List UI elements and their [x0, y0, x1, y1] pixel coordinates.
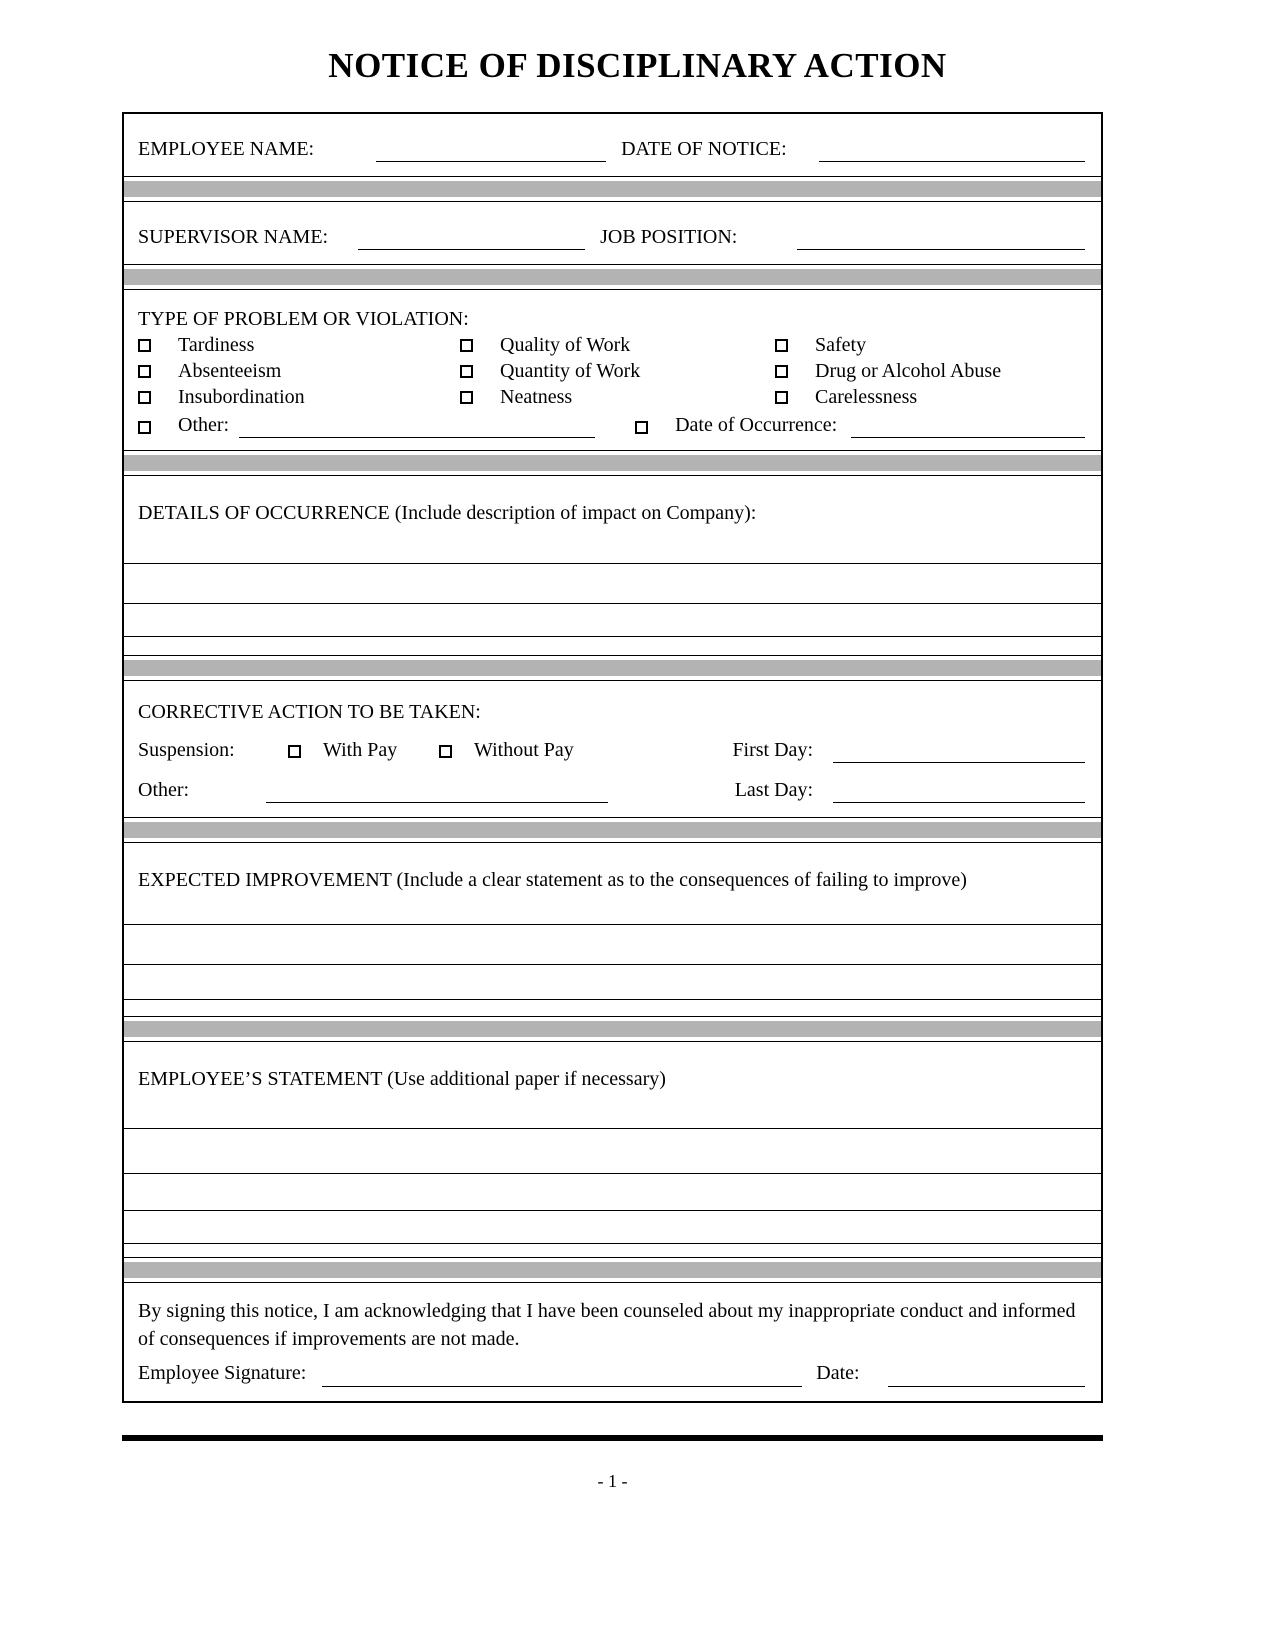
carelessness-label: Carelessness [815, 386, 918, 408]
document-page [0, 46, 1275, 1650]
quality-of-work-checkbox[interactable] [460, 339, 473, 352]
violation-row [124, 384, 1101, 410]
disciplinary-form [122, 112, 1103, 1403]
employee-statement-section [124, 1042, 1101, 1257]
suspension-row [124, 737, 1101, 763]
gray-bar [124, 822, 1101, 838]
expected-improvement-heading: EXPECTED IMPROVEMENT (Include a clear statement as to the consequences of failing to improve) [124, 843, 1101, 925]
quantity-of-work-checkbox[interactable] [460, 365, 473, 378]
corrective-other-label: Other: [138, 779, 190, 801]
quantity-of-work-label: Quantity of Work [500, 360, 641, 382]
improvement-writing-line[interactable] [124, 925, 1101, 965]
corrective-action-heading: CORRECTIVE ACTION TO BE TAKEN: [138, 701, 481, 723]
tardiness-checkbox[interactable] [138, 339, 151, 352]
violation-section [124, 290, 1101, 450]
statement-writing-line[interactable] [124, 1129, 1101, 1174]
date-of-occurrence-checkbox[interactable] [635, 421, 648, 434]
date-of-notice-label: DATE OF NOTICE: [621, 138, 787, 160]
neatness-label: Neatness [500, 386, 573, 408]
job-position-input[interactable] [797, 226, 1085, 250]
improvement-writing-space[interactable] [124, 1000, 1101, 1016]
safety-label: Safety [815, 334, 867, 356]
details-writing-line[interactable] [124, 604, 1101, 637]
last-day-input[interactable] [833, 779, 1085, 803]
details-heading: DETAILS OF OCCURRENCE (Include description of impact on Company): [124, 476, 1101, 564]
safety-checkbox[interactable] [775, 339, 788, 352]
section-divider [124, 1016, 1101, 1042]
date-of-occurrence-input[interactable] [851, 414, 1085, 438]
section-divider [124, 655, 1101, 681]
tardiness-label: Tardiness [178, 334, 255, 356]
insubordination-checkbox[interactable] [138, 391, 151, 404]
with-pay-label: With Pay [323, 739, 398, 761]
statement-writing-space[interactable] [124, 1244, 1101, 1257]
page-title: NOTICE OF DISCIPLINARY ACTION [328, 46, 947, 85]
employee-name-input[interactable] [376, 138, 606, 162]
supervisor-position-row [124, 202, 1101, 264]
violation-row [124, 358, 1101, 384]
corrective-action-section [124, 681, 1101, 817]
footer-rule [122, 1435, 1103, 1441]
first-day-label: First Day: [732, 739, 813, 761]
section-divider [124, 176, 1101, 202]
drug-or-alcohol-abuse-checkbox[interactable] [775, 365, 788, 378]
employee-signature-input[interactable] [322, 1363, 802, 1387]
acknowledgement-section [124, 1283, 1101, 1401]
gray-bar [124, 269, 1101, 285]
expected-improvement-section [124, 843, 1101, 1016]
section-divider [124, 264, 1101, 290]
employee-statement-heading: EMPLOYEE’S STATEMENT (Use additional paper if necessary) [124, 1042, 1101, 1129]
page-number: - 1 - [597, 1471, 628, 1491]
signature-row [138, 1359, 1085, 1387]
violation-row [124, 332, 1101, 358]
section-divider [124, 450, 1101, 476]
statement-writing-line[interactable] [124, 1211, 1101, 1244]
gray-bar [124, 1021, 1101, 1037]
drug-or-alcohol-abuse-label: Drug or Alcohol Abuse [815, 360, 1002, 382]
absenteeism-label: Absenteeism [178, 360, 282, 382]
date-of-occurrence-label: Date of Occurrence: [675, 414, 838, 436]
corrective-other-input[interactable] [266, 779, 608, 803]
statement-writing-line[interactable] [124, 1174, 1101, 1211]
details-writing-line[interactable] [124, 564, 1101, 604]
violation-heading: TYPE OF PROBLEM OR VIOLATION: [138, 308, 469, 330]
first-day-input[interactable] [833, 739, 1085, 763]
supervisor-name-input[interactable] [358, 226, 585, 250]
insubordination-label: Insubordination [178, 386, 305, 408]
section-divider [124, 1257, 1101, 1283]
neatness-checkbox[interactable] [460, 391, 473, 404]
supervisor-name-label: SUPERVISOR NAME: [138, 226, 329, 248]
gray-bar [124, 181, 1101, 197]
corrective-other-row [124, 777, 1101, 803]
employee-date-row [124, 114, 1101, 176]
signature-date-input[interactable] [888, 1363, 1085, 1387]
gray-bar [124, 455, 1101, 471]
last-day-label: Last Day: [734, 779, 813, 801]
job-position-label: JOB POSITION: [600, 226, 738, 248]
absenteeism-checkbox[interactable] [138, 365, 151, 378]
details-writing-space[interactable] [124, 637, 1101, 655]
employee-signature-label: Employee Signature: [138, 1362, 307, 1384]
signature-date-label: Date: [816, 1362, 860, 1384]
gray-bar [124, 1262, 1101, 1278]
quality-of-work-label: Quality of Work [500, 334, 631, 356]
with-pay-checkbox[interactable] [288, 745, 301, 758]
gray-bar [124, 660, 1101, 676]
date-of-notice-input[interactable] [819, 138, 1085, 162]
employee-name-label: EMPLOYEE NAME: [138, 138, 315, 160]
carelessness-checkbox[interactable] [775, 391, 788, 404]
acknowledgement-text: By signing this notice, I am acknowledging that I have been counseled about my inappropriate conduct and informed of consequences if improvements are not made. [138, 1300, 1076, 1350]
without-pay-checkbox[interactable] [439, 745, 452, 758]
violation-other-row [124, 410, 1101, 438]
improvement-writing-line[interactable] [124, 965, 1101, 1000]
section-divider [124, 817, 1101, 843]
details-section [124, 476, 1101, 655]
other-violation-label: Other: [178, 414, 230, 436]
without-pay-label: Without Pay [474, 739, 574, 761]
other-violation-checkbox[interactable] [138, 421, 151, 434]
suspension-label: Suspension: [138, 739, 235, 761]
other-violation-input[interactable] [239, 414, 595, 438]
